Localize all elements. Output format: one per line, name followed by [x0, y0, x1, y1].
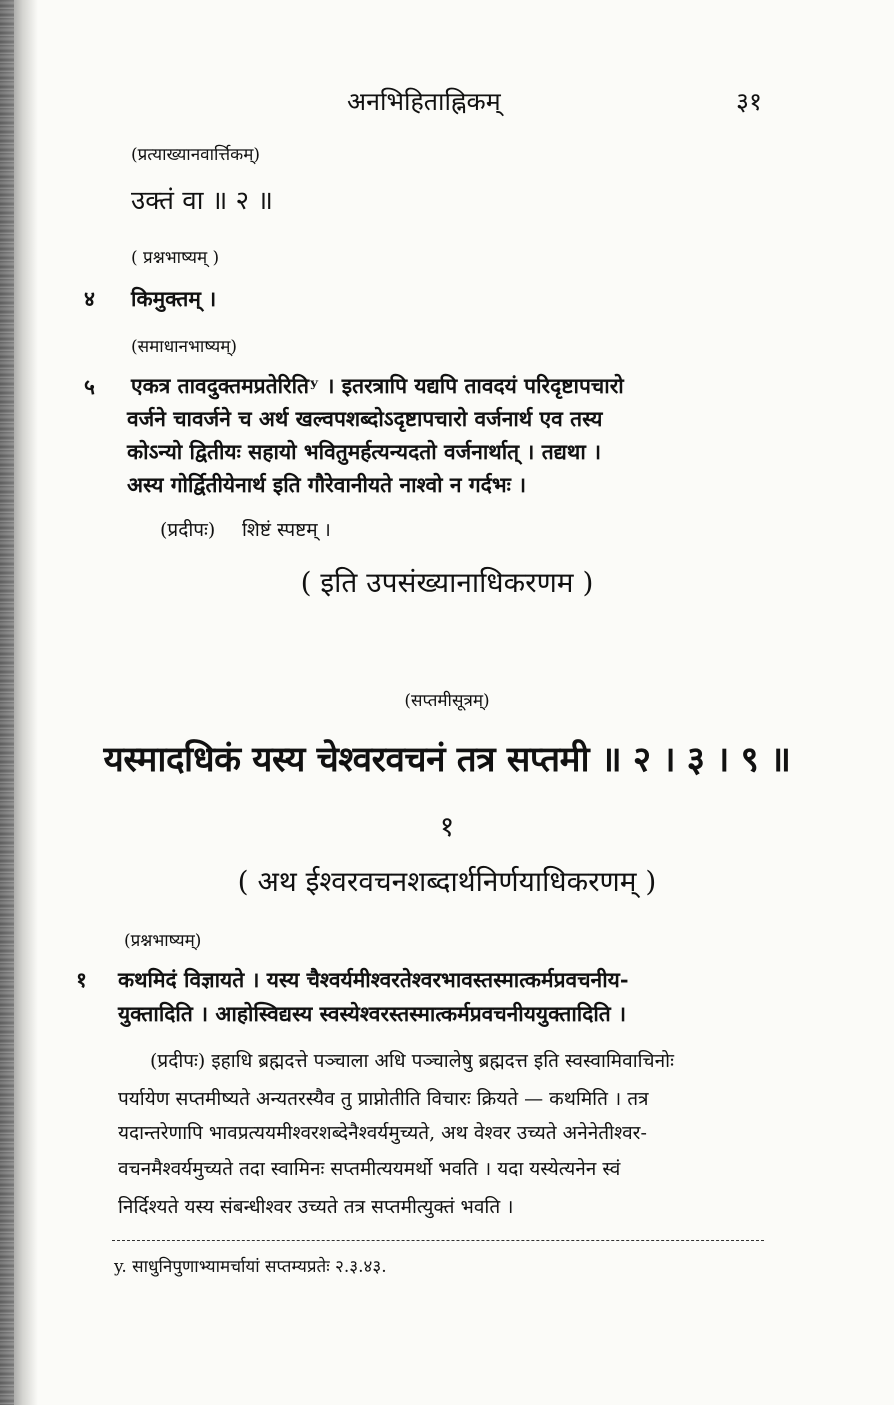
section-label-samadhana: (समाधानभाष्यम्) — [131, 337, 238, 357]
bhashya-line: कोऽन्यो द्वितीयः सहायो भवितुमर्हत्यन्यदतो वर्जनार्थात् । तद्यथा । — [127, 439, 602, 464]
bhashya-text: किमुक्तम् । — [131, 286, 217, 311]
commentary-line: निर्दिश्यते यस्य संबन्धीश्वर उच्यते तत्र सप्तमीत्युक्तं भवति । — [118, 1196, 514, 1218]
section-label-prashna: (प्रश्नभाष्यम्) — [124, 931, 202, 951]
bhashya-line: युक्तादिति । आहोस्विद्यस्य स्वस्येश्वरस्तस्मात्कर्मप्रवचनीययुक्तादिति । — [118, 1001, 627, 1026]
commentary-line: (प्रदीपः) इहाधि ब्रह्मदत्ते पञ्चाला अधि पञ्चालेषु ब्रह्मदत्त इति स्वस्वामिवाचिनोः — [150, 1050, 674, 1072]
commentary-line: यदान्तरेणापि भावप्रत्ययमीश्वरशब्देनैश्वर्यमुच्यते, अथ वेश्वर उच्यते अनेनेतीश्वर- — [118, 1122, 647, 1144]
footnote-rule — [112, 1240, 764, 1241]
bhashya-line: कथमिदं विज्ञायते । यस्य चैश्वर्यमीश्वरतेश्वरभावस्तस्मात्कर्मप्रवचनीय- — [118, 967, 629, 992]
footnote-text: y. साधुनिपुणाभ्यामर्चायां सप्तम्यप्रतेः २.३.४३. — [114, 1257, 387, 1277]
commentary-line: पर्यायेण सप्तमीष्यते अन्यतरस्यैव तु प्राप्नोतीति विचारः क्रियते — कथमिति । तत्र — [118, 1088, 649, 1110]
commentary-line: वचनमैश्वर्यमुच्यते तदा स्वामिनः सप्तमीत्ययमर्थो भवति । यदा यस्येत्यनेन स्वं — [118, 1158, 621, 1180]
section-label-pratyakhyana: (प्रत्याख्यानवार्त्तिकम्) — [131, 145, 261, 165]
pradipa-text: शिष्टं स्पष्टम् । — [242, 519, 331, 541]
page-number: ३१ — [736, 87, 763, 116]
pradipa-label: (प्रदीपः) — [160, 519, 216, 541]
vartika-text: उक्तं वा ॥ २ ॥ — [131, 186, 273, 216]
paragraph-number: ५ — [84, 374, 95, 399]
adhikarana-title: ( अथ ईश्वरवचनशब्दार्थनिर्णयाधिकरणम् ) — [237, 865, 657, 898]
sutra-heading: यस्मादधिकं यस्य चेश्वरवचनं तत्र सप्तमी ॥ २ । ३ । ९ ॥ — [103, 739, 791, 780]
bhashya-line: एकत्र तावदुक्तमप्रतेरितिʸ । इतरत्रापि यद्यपि तावदयं परिदृष्टापचारो — [131, 373, 624, 398]
paragraph-number: १ — [76, 967, 87, 992]
bhashya-line: अस्य गोर्द्वितीयेनार्थ इति गौरेवानीयते नाश्वो न गर्दभः । — [127, 472, 527, 497]
adhikarana-number: १ — [439, 810, 455, 843]
adhikarana-closing: ( इति उपसंख्यानाधिकरणम ) — [300, 566, 594, 599]
section-label-prashna: ( प्रश्नभाष्यम् ) — [131, 248, 220, 268]
running-title: अनभिहिताह्निकम् — [347, 87, 501, 116]
bhashya-line: वर्जने चावर्जने च अर्थ खल्वपशब्दोऽदृष्टापचारो वर्जनार्थ एव तस्य — [127, 406, 603, 431]
sutra-label: (सप्तमीसूत्रम्) — [404, 691, 490, 711]
paragraph-number: ४ — [84, 286, 95, 311]
